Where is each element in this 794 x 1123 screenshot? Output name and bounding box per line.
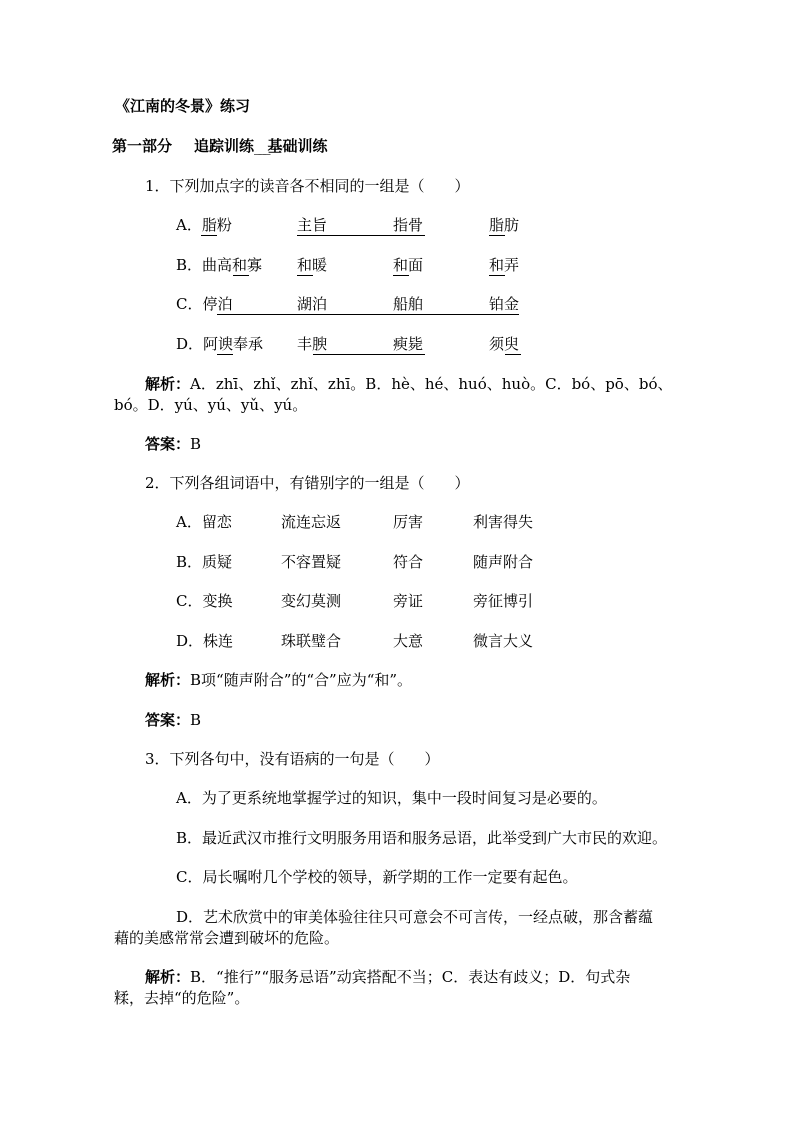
underline-mark — [313, 354, 425, 355]
underline-mark — [393, 275, 409, 276]
q2-option-a-3: 厉害 — [393, 513, 424, 531]
q2-stem: 2．下列各组词语中，有错别字的一组是（ ） — [145, 474, 470, 492]
underline-mark — [217, 354, 233, 355]
underline-mark — [297, 275, 313, 276]
q1-option-c-1: C．停泊 — [176, 295, 233, 313]
q1-analysis-line1: 解析：A．zhī、zhǐ、zhǐ、zhī。B．hè、hé、huó、huò。C．bó、pō、bó、 — [145, 375, 673, 393]
q1-option-d-2: 丰腴 — [297, 335, 328, 353]
q1-option-d-1: D．阿谀奉承 — [176, 335, 264, 353]
q3-option-c: C．局长嘱咐几个学校的领导，新学期的工作一定要有起色。 — [176, 868, 578, 886]
q1-option-b-1: B．曲高和寡 — [176, 256, 263, 274]
underline-mark — [217, 314, 519, 315]
q2-option-c-2: 变幻莫测 — [281, 592, 342, 610]
q1-answer: 答案：B — [145, 435, 202, 453]
q1-option-c-3: 船舶 — [393, 295, 424, 313]
q2-option-d-4: 微言大义 — [473, 632, 534, 650]
q3-analysis-line1: 解析：B．“推行”“服务忌语”动宾搭配不当；C．表达有歧义；D．句式杂 — [145, 968, 631, 986]
q3-option-d-line1: D．艺术欣赏中的审美体验往往只可意会不可言传，一经点破，那含蓄蕴 — [176, 908, 654, 926]
q1-option-d-3: 瘐毙 — [393, 335, 424, 353]
q1-option-d-4: 须臾 — [489, 335, 520, 353]
document-title: 《江南的冬景》练习 — [115, 97, 251, 115]
q1-option-b-4: 和弄 — [489, 256, 520, 274]
underline-mark — [233, 275, 249, 276]
q1-option-b-2: 和暖 — [297, 256, 328, 274]
section-heading — [112, 136, 328, 156]
q1-option-c-2: 湖泊 — [297, 295, 328, 313]
q2-option-c-3: 旁证 — [393, 592, 424, 610]
q1-stem: 1．下列加点字的读音各不相同的一组是（ ） — [145, 177, 470, 195]
section-part: 第一部分 — [112, 137, 173, 155]
section-name-b: 基础训练 — [267, 137, 328, 155]
q1-analysis-line2: bó。D．yú、yú、yǔ、yú。 — [114, 396, 308, 414]
q3-option-b: B．最近武汉市推行文明服务用语和服务忌语，此举受到广大市民的欢迎。 — [176, 829, 668, 847]
q3-option-a: A．为了更系统地掌握学过的知识，集中一段时间复习是必要的。 — [176, 789, 607, 807]
q3-stem: 3．下列各句中，没有语病的一句是（ ） — [145, 750, 440, 768]
q2-answer: 答案：B — [145, 711, 202, 729]
q1-option-a-3: 指骨 — [393, 216, 424, 234]
underline-mark — [505, 354, 521, 355]
underline-mark — [489, 235, 505, 236]
q2-option-c-1: C．变换 — [176, 592, 233, 610]
q2-option-b-3: 符合 — [393, 553, 424, 571]
underline-mark — [297, 235, 425, 236]
section-name-a: 追踪训练 — [194, 137, 255, 155]
q3-option-d-line2: 藉的美感常常会遭到破坏的危险。 — [114, 929, 340, 947]
q2-option-a-4: 利害得失 — [473, 513, 534, 531]
q2-option-b-4: 随声附合 — [473, 553, 534, 571]
q1-option-b-3: 和面 — [393, 256, 424, 274]
underline-mark — [489, 275, 505, 276]
section-sep: ___ — [254, 137, 268, 155]
underline-mark — [201, 235, 217, 236]
q2-option-a-2: 流连忘返 — [281, 513, 342, 531]
q2-option-d-3: 大意 — [393, 632, 424, 650]
q2-option-d-2: 珠联璧合 — [281, 632, 342, 650]
q2-analysis: 解析：B项“随声附合”的“合”应为“和”。 — [145, 671, 413, 689]
q2-option-b-2: 不容置疑 — [281, 553, 342, 571]
q3-analysis-line2: 糅，去掉“的危险”。 — [114, 989, 250, 1007]
q1-option-c-4: 铂金 — [489, 295, 520, 313]
q2-option-c-4: 旁征博引 — [473, 592, 534, 610]
q2-option-d-1: D．株连 — [176, 632, 234, 650]
q2-option-b-1: B．质疑 — [176, 553, 233, 571]
q1-option-a-4: 脂肪 — [489, 216, 520, 234]
q1-option-a-2: 主旨 — [297, 216, 328, 234]
q2-option-a-1: A．留恋 — [176, 513, 232, 531]
q1-option-a-1: A．脂粉 — [176, 216, 232, 234]
